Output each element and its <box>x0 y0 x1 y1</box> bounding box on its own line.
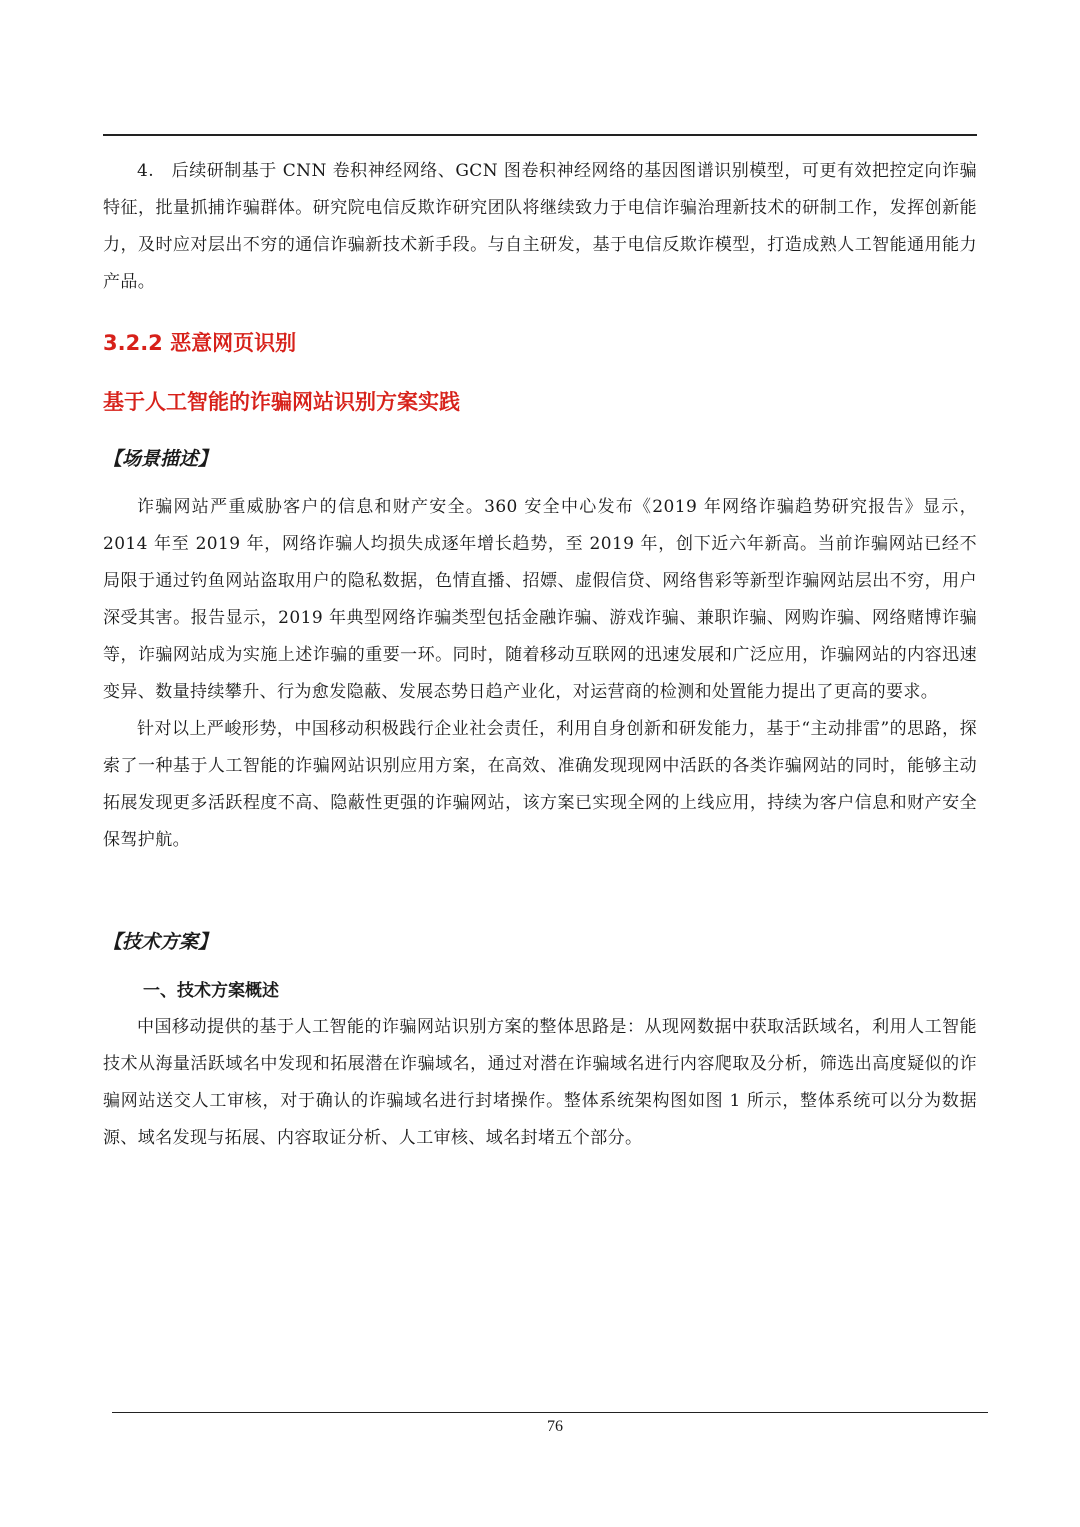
header-rule <box>103 134 977 136</box>
scenario-paragraph-1: 诈骗网站严重威胁客户的信息和财产安全。360 安全中心发布《2019 年网络诈骗趋势研究报告》显示，2014 年至 2019 年，网络诈骗人均损失成逐年增长趋势，至 2019 年，创下近六年新高。当前诈骗网站已经不局限于通过钓鱼网站盗取用户的隐私数据，色情直播、招嫖、虚假信贷、网络售彩等新型诈骗网站层出不穷，用户深受其害。报告显示，2019 年典型网络诈骗类型包括金融诈骗、游戏诈骗、兼职诈骗、网购诈骗、网络赌博诈骗等，诈骗网站成为实施上述诈骗的重要一环。同时，随着移动互联网的迅速发展和广泛应用，诈骗网站的内容迅速变异、数量持续攀升、行为愈发隐蔽、发展态势日趋产业化，对运营商的检测和处置能力提出了更高的要求。 <box>103 497 977 702</box>
intro-block <box>103 153 977 301</box>
footer-rule <box>112 1412 988 1413</box>
scenario-body <box>103 489 977 859</box>
scenario-heading: 【场景描述】 <box>103 448 218 470</box>
section-heading-block <box>103 328 977 358</box>
tech-heading-block <box>103 928 977 956</box>
tech-heading: 【技术方案】 <box>103 931 218 953</box>
section-heading: 3.2.2 恶意网页识别 <box>103 331 297 355</box>
page-number: 76 <box>547 1418 563 1435</box>
tech-paragraph: 中国移动提供的基于人工智能的诈骗网站识别方案的整体思路是：从现网数据中获取活跃域名，利用人工智能技术从海量活跃域名中发现和拓展潜在诈骗域名，通过对潜在诈骗域名进行内容爬取及分析，筛选出高度疑似的诈骗网站送交人工审核，对于确认的诈骗域名进行封堵操作。整体系统架构图如图 1 所示，整体系统可以分为数据源、域名发现与拓展、内容取证分析、人工审核、域名封堵五个部分。 <box>103 1017 977 1148</box>
scenario-paragraph-2: 针对以上严峻形势，中国移动积极践行企业社会责任，利用自身创新和研发能力，基于“主动排雷”的思路，探索了一种基于人工智能的诈骗网站识别应用方案，在高效、准确发现现网中活跃的各类诈骗网站的同时，能够主动拓展发现更多活跃程度不高、隐蔽性更强的诈骗网站，该方案已实现全网的上线应用，持续为客户信息和财产安全保驾护航。 <box>103 719 977 850</box>
scenario-heading-block <box>103 445 977 473</box>
tech-subheading: 一、技术方案概述 <box>143 981 279 1001</box>
intro-paragraph: 4. 后续研制基于 CNN 卷积神经网络、GCN 图卷积神经网络的基因图谱识别模型，可更有效把控定向诈骗特征，批量抓捕诈骗群体。研究院电信反欺诈研究团队将继续致力于电信诈骗治理新技术的研制工作，发挥创新能力，及时应对层出不穷的通信诈骗新技术新手段。与自主研发，基于电信反欺诈模型，打造成熟人工智能通用能力产品。 <box>103 161 977 292</box>
tech-subheading-block <box>103 977 977 1005</box>
tech-body <box>103 1009 977 1157</box>
section-subheading: 基于人工智能的诈骗网站识别方案实践 <box>103 390 460 414</box>
section-subheading-block <box>103 387 977 417</box>
